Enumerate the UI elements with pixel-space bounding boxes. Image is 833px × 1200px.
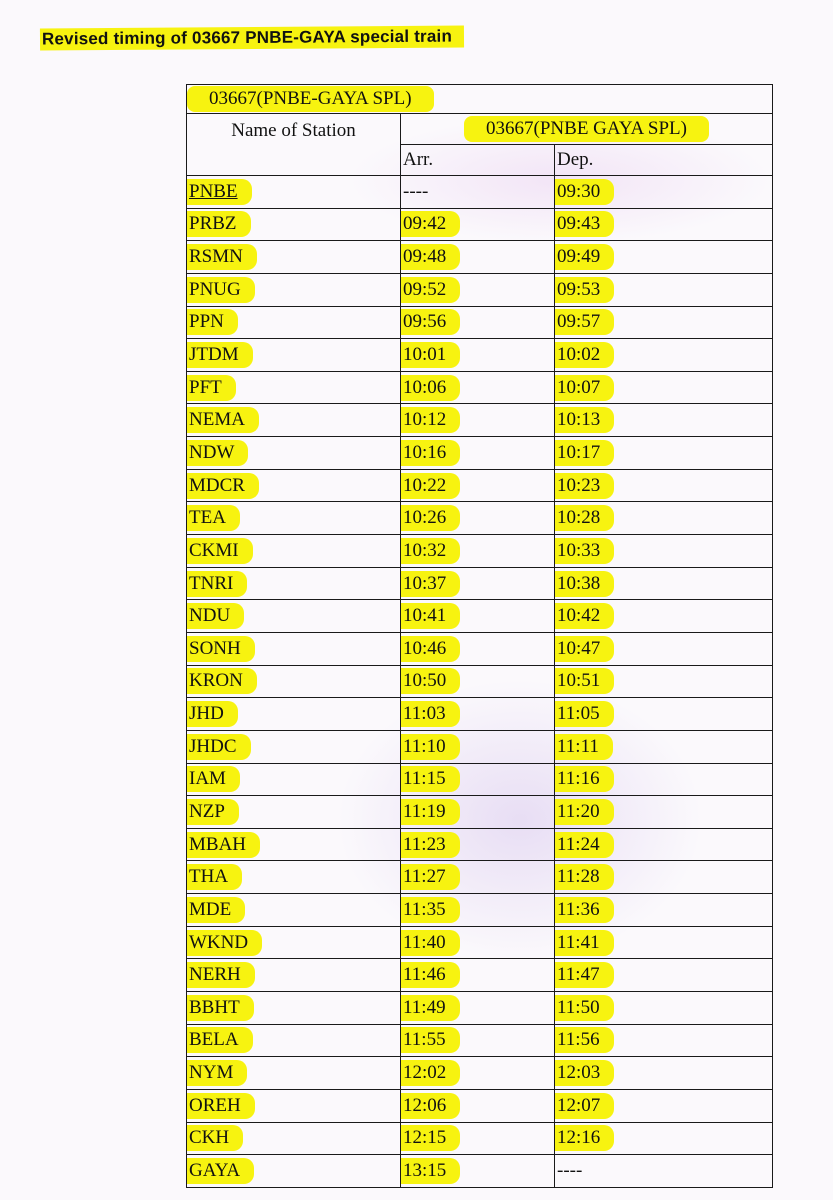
dep-cell [555,992,773,1025]
station-cell [187,796,401,829]
dep-cell [555,730,773,763]
arr-cell [401,339,555,372]
arrival-time: 10:37 [401,571,460,597]
dep-cell [555,959,773,992]
arr-cell [401,404,555,437]
dep-cell [555,1089,773,1122]
station-cell [187,306,401,339]
station-cell [187,959,401,992]
table-row [187,959,773,992]
table-row [187,828,773,861]
arrival-time: 11:40 [401,930,460,956]
table-row [187,371,773,404]
arrival-time: 11:19 [401,799,460,825]
timetable-body [187,176,773,1188]
station-code: NDU [187,603,244,629]
arrival-time: 13:15 [401,1158,460,1184]
station-cell [187,469,401,502]
table-row [187,763,773,796]
dep-cell [555,1057,773,1090]
arr-cell [401,665,555,698]
departure-time: 10:42 [555,603,614,629]
station-cell [187,894,401,927]
arrival-time: 11:03 [401,701,460,727]
dep-cell [555,371,773,404]
table-title-row [187,85,773,114]
departure-time: ---- [557,1160,583,1182]
station-code: PNUG [187,277,255,303]
departure-time: 10:28 [555,505,614,531]
departure-time: 09:43 [555,211,614,237]
dep-cell [555,1122,773,1155]
arrival-time: 12:15 [401,1125,460,1151]
arr-cell [401,600,555,633]
arr-cell [401,567,555,600]
station-code: IAM [187,766,240,792]
station-code: JHDC [187,734,251,760]
departure-time: 11:50 [555,995,614,1021]
station-cell [187,632,401,665]
station-cell [187,828,401,861]
arr-column-header: Arr. [401,145,555,176]
station-cell [187,665,401,698]
dep-cell [555,339,773,372]
arr-cell [401,926,555,959]
station-code: NERH [187,962,255,988]
arr-cell [401,828,555,861]
arrival-time: 11:15 [401,766,460,792]
arr-cell [401,469,555,502]
departure-time: 12:07 [555,1093,614,1119]
station-code: MBAH [187,832,260,858]
station-code: NZP [187,799,239,825]
dep-cell [555,437,773,470]
dep-cell [555,535,773,568]
station-code: NDW [187,440,248,466]
table-row [187,1122,773,1155]
document-heading: Revised timing of 03667 PNBE-GAYA special train [40,26,464,51]
table-row [187,502,773,535]
arrival-time: 12:02 [401,1060,460,1086]
table-row [187,926,773,959]
table-row [187,796,773,829]
departure-time: 11:20 [555,799,614,825]
departure-time: 09:53 [555,277,614,303]
table-row [187,1089,773,1122]
departure-time: 10:47 [555,636,614,662]
dep-cell [555,273,773,306]
arr-cell [401,176,555,209]
dep-cell [555,894,773,927]
arrival-time: 11:35 [401,897,460,923]
departure-time: 09:30 [555,179,614,205]
arr-cell [401,992,555,1025]
arrival-time: ---- [403,180,429,202]
station-cell [187,1089,401,1122]
arr-cell [401,959,555,992]
train-header: 03667(PNBE GAYA SPL) [464,116,709,142]
arr-cell [401,208,555,241]
timetable [186,84,773,1188]
station-code: CKMI [187,538,253,564]
station-cell [187,567,401,600]
header-row [187,114,773,145]
departure-time: 11:16 [555,766,614,792]
departure-time: 10:07 [555,375,614,401]
table-row [187,894,773,927]
dep-cell [555,567,773,600]
table-row [187,1057,773,1090]
table-row [187,1155,773,1188]
table-row [187,208,773,241]
station-code: JTDM [187,342,253,368]
table-row [187,404,773,437]
dep-cell [555,1155,773,1188]
arrival-time: 10:01 [401,342,460,368]
arrival-time: 09:52 [401,277,460,303]
station-cell [187,404,401,437]
table-title-cell [187,85,773,114]
dep-cell [555,404,773,437]
dep-cell [555,241,773,274]
arr-cell [401,306,555,339]
departure-time: 12:03 [555,1060,614,1086]
station-code: THA [187,864,242,890]
table-row [187,665,773,698]
station-cell [187,763,401,796]
arrival-time: 11:10 [401,734,460,760]
table-row [187,273,773,306]
arrival-time: 11:55 [401,1027,460,1053]
arrival-time: 11:27 [401,864,460,890]
arrival-time: 09:42 [401,211,460,237]
table-row [187,339,773,372]
departure-time: 11:05 [555,701,614,727]
station-code: PPN [187,309,238,335]
station-cell [187,535,401,568]
station-code: TEA [187,505,240,531]
arr-cell [401,437,555,470]
station-cell [187,698,401,731]
arrival-time: 10:32 [401,538,460,564]
arr-cell [401,894,555,927]
departure-time: 10:02 [555,342,614,368]
table-row [187,437,773,470]
arrival-time: 10:06 [401,375,460,401]
station-cell [187,241,401,274]
station-code: PFT [187,375,236,401]
departure-time: 10:17 [555,440,614,466]
station-cell [187,208,401,241]
station-code: MDCR [187,473,259,499]
station-code: KRON [187,668,257,694]
dep-cell [555,1024,773,1057]
departure-time: 10:23 [555,473,614,499]
departure-time: 11:24 [555,832,614,858]
departure-time: 10:51 [555,668,614,694]
station-code: BBHT [187,995,254,1021]
train-header-cell [401,114,773,145]
station-code: PRBZ [187,211,251,237]
departure-time: 11:47 [555,962,614,988]
station-code: NYM [187,1060,247,1086]
table-row [187,730,773,763]
dep-cell [555,698,773,731]
arr-cell [401,861,555,894]
station-cell [187,339,401,372]
departure-time: 11:36 [555,897,614,923]
arr-cell [401,1057,555,1090]
dep-cell [555,306,773,339]
station-code: PNBE [187,179,252,205]
station-code: JHD [187,701,238,727]
departure-time: 10:33 [555,538,614,564]
table-row [187,600,773,633]
station-code: OREH [187,1093,255,1119]
station-column-header: Name of Station [187,114,401,176]
station-cell [187,437,401,470]
dep-column-header: Dep. [555,145,773,176]
station-code: CKH [187,1125,243,1151]
arr-cell [401,371,555,404]
arr-cell [401,1024,555,1057]
dep-cell [555,600,773,633]
station-cell [187,176,401,209]
departure-time: 09:57 [555,309,614,335]
station-cell [187,600,401,633]
arr-cell [401,535,555,568]
arrival-time: 09:56 [401,309,460,335]
arr-cell [401,730,555,763]
dep-cell [555,926,773,959]
table-title: 03667(PNBE-GAYA SPL) [187,86,434,112]
dep-cell [555,469,773,502]
station-code: RSMN [187,244,257,270]
dep-cell [555,828,773,861]
arrival-time: 09:48 [401,244,460,270]
station-cell [187,992,401,1025]
arrival-time: 11:23 [401,832,460,858]
arrival-time: 10:12 [401,407,460,433]
station-cell [187,1057,401,1090]
dep-cell [555,176,773,209]
station-code: SONH [187,636,255,662]
arrival-time: 11:49 [401,995,460,1021]
arr-cell [401,698,555,731]
arrival-time: 10:46 [401,636,460,662]
departure-time: 10:38 [555,571,614,597]
arr-cell [401,502,555,535]
dep-cell [555,861,773,894]
departure-time: 11:41 [555,930,614,956]
station-cell [187,926,401,959]
departure-time: 11:56 [555,1027,614,1053]
table-row [187,241,773,274]
departure-time: 09:49 [555,244,614,270]
station-cell [187,1122,401,1155]
arr-cell [401,632,555,665]
dep-cell [555,763,773,796]
station-cell [187,273,401,306]
departure-time: 10:13 [555,407,614,433]
station-code: NEMA [187,407,259,433]
station-cell [187,1155,401,1188]
station-cell [187,502,401,535]
station-code: BELA [187,1027,253,1053]
departure-time: 11:11 [555,734,613,760]
table-row [187,567,773,600]
dep-cell [555,796,773,829]
departure-time: 12:16 [555,1125,614,1151]
station-cell [187,730,401,763]
table-row [187,861,773,894]
departure-time: 11:28 [555,864,614,890]
station-cell [187,861,401,894]
arrival-time: 12:06 [401,1093,460,1119]
arr-cell [401,1089,555,1122]
arr-cell [401,763,555,796]
arr-cell [401,1155,555,1188]
dep-cell [555,502,773,535]
dep-cell [555,632,773,665]
arr-cell [401,241,555,274]
table-row [187,535,773,568]
arr-cell [401,796,555,829]
arrival-time: 10:41 [401,603,460,629]
table-row [187,632,773,665]
dep-cell [555,665,773,698]
arr-cell [401,273,555,306]
arrival-time: 10:50 [401,668,460,694]
station-cell [187,1024,401,1057]
station-code: GAYA [187,1158,254,1184]
table-row [187,176,773,209]
station-code: TNRI [187,571,247,597]
station-code: MDE [187,897,245,923]
dep-cell [555,208,773,241]
arr-cell [401,1122,555,1155]
station-code: WKND [187,930,262,956]
table-row [187,469,773,502]
arrival-time: 10:26 [401,505,460,531]
arrival-time: 10:22 [401,473,460,499]
table-row [187,992,773,1025]
table-row [187,698,773,731]
table-row [187,306,773,339]
table-row [187,1024,773,1057]
station-cell [187,371,401,404]
arrival-time: 11:46 [401,962,460,988]
arrival-time: 10:16 [401,440,460,466]
